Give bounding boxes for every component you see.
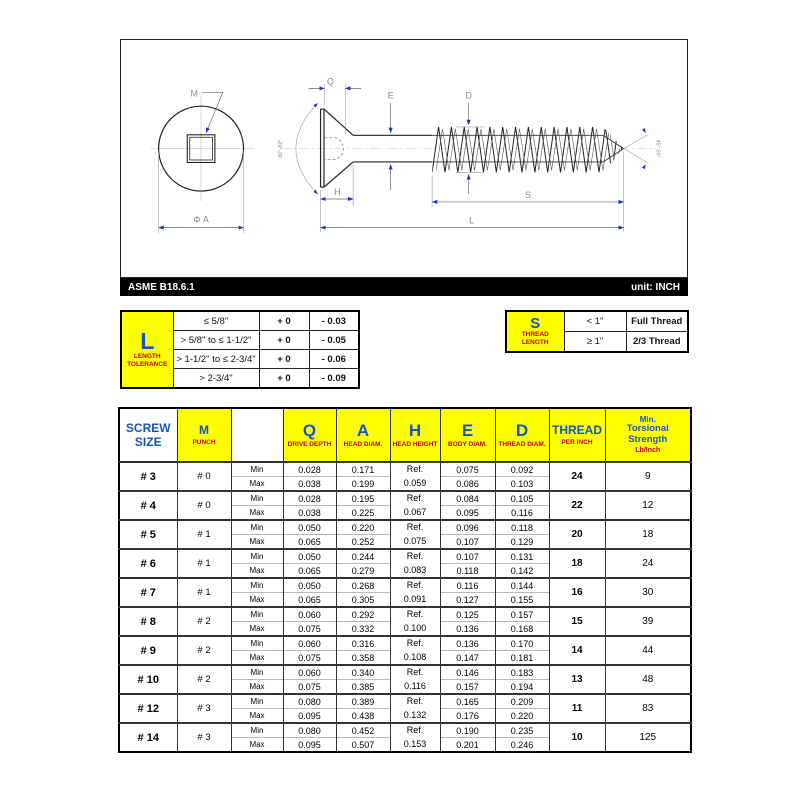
table-row bbox=[119, 578, 691, 593]
thread-zigzag bbox=[432, 127, 622, 172]
plus-tol-cell: + 0 bbox=[259, 331, 309, 350]
table-cell: 0.118 bbox=[495, 520, 549, 535]
table-cell: Max bbox=[231, 535, 283, 550]
table-cell: # 12 bbox=[119, 694, 177, 723]
spec-table bbox=[118, 407, 692, 753]
table-cell: 0.095 bbox=[440, 506, 495, 521]
table-cell: 0.201 bbox=[440, 738, 495, 753]
table-cell: 0.157 bbox=[495, 607, 549, 622]
header-q: Q DRIVE DEPTH bbox=[283, 408, 336, 462]
table-cell: 0.209 bbox=[495, 694, 549, 709]
table-cell: # 8 bbox=[119, 607, 177, 636]
table-cell: # 2 bbox=[177, 665, 231, 694]
table-cell: Max bbox=[231, 622, 283, 637]
table-cell: 0.220 bbox=[336, 520, 390, 535]
table-cell: Min bbox=[231, 549, 283, 564]
table-cell: Ref. 0.116 bbox=[390, 665, 440, 694]
minus-tol-cell: - 0.03 bbox=[309, 311, 359, 331]
s-symbol-cell bbox=[506, 311, 564, 352]
table-cell: 0.065 bbox=[283, 564, 336, 579]
table-cell: Min bbox=[231, 520, 283, 535]
head-angle-label: 80°-82° bbox=[278, 139, 285, 158]
header-thread-per-inch: THREAD PER INCH bbox=[549, 408, 605, 462]
table-cell: 0.075 bbox=[283, 680, 336, 695]
table-cell: 0.195 bbox=[336, 491, 390, 506]
standard-bar bbox=[120, 278, 688, 296]
minus-tol-cell: - 0.06 bbox=[309, 350, 359, 369]
dim-label-q: Q bbox=[326, 76, 334, 87]
table-row bbox=[119, 462, 691, 477]
table-cell: 0.060 bbox=[283, 665, 336, 680]
table-cell: 44 bbox=[605, 636, 691, 665]
table-cell: 16 bbox=[549, 578, 605, 607]
table-cell: 0.157 bbox=[440, 680, 495, 695]
table-cell: Min bbox=[231, 665, 283, 680]
table-row bbox=[119, 549, 691, 564]
table-cell: Ref. 0.083 bbox=[390, 549, 440, 578]
side-view bbox=[278, 76, 660, 231]
table-cell: 0.075 bbox=[283, 622, 336, 637]
table-cell: 20 bbox=[549, 520, 605, 549]
table-cell: Min bbox=[231, 491, 283, 506]
header-m-punch: M PUNCH bbox=[177, 408, 231, 462]
table-cell: 0.144 bbox=[495, 578, 549, 593]
table-cell: 24 bbox=[549, 462, 605, 491]
table-cell: 0.118 bbox=[440, 564, 495, 579]
table-cell: # 6 bbox=[119, 549, 177, 578]
table-cell: 0.194 bbox=[495, 680, 549, 695]
header-h: H HEAD HEIGHT bbox=[390, 408, 440, 462]
minus-tol-cell: - 0.09 bbox=[309, 369, 359, 389]
table-cell: 0.050 bbox=[283, 520, 336, 535]
table-cell: 0.190 bbox=[440, 723, 495, 738]
table-cell: 0.136 bbox=[440, 622, 495, 637]
table-cell: Min bbox=[231, 694, 283, 709]
table-cell: # 9 bbox=[119, 636, 177, 665]
range-cell: > 2-3/4" bbox=[173, 369, 259, 389]
table-cell: 0.060 bbox=[283, 636, 336, 651]
table-cell: 0.103 bbox=[495, 477, 549, 492]
dim-label-phi-a: Φ A bbox=[193, 214, 209, 225]
m-leader-line bbox=[202, 92, 223, 132]
table-cell: 0.028 bbox=[283, 491, 336, 506]
table-cell: 0.358 bbox=[336, 651, 390, 666]
table-cell: 0.452 bbox=[336, 723, 390, 738]
spec-table-body bbox=[119, 462, 691, 752]
dim-label-h: H bbox=[334, 187, 341, 198]
table-cell: 39 bbox=[605, 607, 691, 636]
table-cell: 0.038 bbox=[283, 506, 336, 521]
dim-label-s: S bbox=[524, 189, 531, 200]
table-cell: Max bbox=[231, 709, 283, 724]
table-cell: 0.438 bbox=[336, 709, 390, 724]
table-cell: Max bbox=[231, 506, 283, 521]
table-cell: 0.176 bbox=[440, 709, 495, 724]
table-cell: 0.125 bbox=[440, 607, 495, 622]
table-cell: 0.268 bbox=[336, 578, 390, 593]
value-cell: 2/3 Thread bbox=[626, 332, 688, 353]
table-cell: # 1 bbox=[177, 520, 231, 549]
table-cell: 22 bbox=[549, 491, 605, 520]
table-cell: 15 bbox=[549, 607, 605, 636]
l-symbol: L bbox=[140, 327, 155, 354]
table-cell: 0.507 bbox=[336, 738, 390, 753]
table-row bbox=[119, 694, 691, 709]
table-cell: Ref. 0.132 bbox=[390, 694, 440, 723]
table-cell: # 3 bbox=[119, 462, 177, 491]
table-cell: Min bbox=[231, 462, 283, 477]
table-cell: 0.080 bbox=[283, 694, 336, 709]
table-cell: Ref. 0.067 bbox=[390, 491, 440, 520]
table-cell: Max bbox=[231, 680, 283, 695]
spec-header-row bbox=[119, 408, 691, 462]
table-cell: 0.107 bbox=[440, 549, 495, 564]
table-cell: 0.131 bbox=[495, 549, 549, 564]
table-cell: 0.165 bbox=[440, 694, 495, 709]
table-cell: 18 bbox=[605, 520, 691, 549]
table-cell: 83 bbox=[605, 694, 691, 723]
table-cell: Ref. 0.100 bbox=[390, 607, 440, 636]
table-cell: # 2 bbox=[177, 636, 231, 665]
thread-length-table bbox=[505, 310, 689, 353]
head-profile bbox=[321, 109, 433, 187]
table-cell: 0.225 bbox=[336, 506, 390, 521]
table-cell: 0.065 bbox=[283, 535, 336, 550]
table-cell: Ref. 0.153 bbox=[390, 723, 440, 752]
table-cell: 0.084 bbox=[440, 491, 495, 506]
table-cell: 0.385 bbox=[336, 680, 390, 695]
l-caption: TOLERANCE bbox=[127, 361, 168, 368]
l-caption: LENGTH bbox=[133, 352, 161, 360]
table-cell: 0.305 bbox=[336, 593, 390, 608]
table-row bbox=[119, 636, 691, 651]
range-cell: ≥ 1" bbox=[564, 332, 626, 353]
table-cell: 0.316 bbox=[336, 636, 390, 651]
table-cell: Max bbox=[231, 651, 283, 666]
length-tolerance-table bbox=[120, 310, 360, 389]
table-cell: 0.075 bbox=[440, 462, 495, 477]
table-cell: 0.244 bbox=[336, 549, 390, 564]
table-cell: 0.028 bbox=[283, 462, 336, 477]
table-cell: # 0 bbox=[177, 491, 231, 520]
table-cell: 0.116 bbox=[440, 578, 495, 593]
table-cell: # 0 bbox=[177, 462, 231, 491]
l-symbol-cell bbox=[121, 311, 173, 388]
table-cell: # 4 bbox=[119, 491, 177, 520]
table-cell: 0.146 bbox=[440, 665, 495, 680]
range-cell: < 1" bbox=[564, 311, 626, 332]
table-cell: Max bbox=[231, 593, 283, 608]
table-cell: 0.292 bbox=[336, 607, 390, 622]
table-cell: 0.038 bbox=[283, 477, 336, 492]
table-cell: 0.075 bbox=[283, 651, 336, 666]
table-cell: 0.332 bbox=[336, 622, 390, 637]
header-e: E BODY DIAM. bbox=[440, 408, 495, 462]
table-row bbox=[119, 665, 691, 680]
table-cell: 0.340 bbox=[336, 665, 390, 680]
table-cell: 0.252 bbox=[336, 535, 390, 550]
table-cell: 125 bbox=[605, 723, 691, 752]
table-cell: 0.086 bbox=[440, 477, 495, 492]
table-cell: # 7 bbox=[119, 578, 177, 607]
table-cell: 0.279 bbox=[336, 564, 390, 579]
plus-tol-cell: + 0 bbox=[259, 311, 309, 331]
table-cell: 24 bbox=[605, 549, 691, 578]
header-screw-size: SCREW SIZE bbox=[119, 408, 177, 462]
table-row bbox=[506, 311, 688, 332]
table-cell: 9 bbox=[605, 462, 691, 491]
s-caption: LENGTH bbox=[521, 339, 549, 346]
technical-drawing-panel bbox=[120, 39, 688, 278]
table-cell: 0.171 bbox=[336, 462, 390, 477]
dim-label-l: L bbox=[469, 215, 475, 226]
table-cell: 11 bbox=[549, 694, 605, 723]
unit-label: unit: INCH bbox=[631, 281, 680, 293]
s-symbol: S bbox=[530, 314, 541, 332]
table-cell: Ref. 0.059 bbox=[390, 462, 440, 491]
table-cell: 0.050 bbox=[283, 578, 336, 593]
table-cell: 0.095 bbox=[283, 709, 336, 724]
table-cell: Max bbox=[231, 477, 283, 492]
header-minmax bbox=[231, 408, 283, 462]
spec-table-container bbox=[118, 407, 692, 753]
table-cell: 0.060 bbox=[283, 607, 336, 622]
dim-label-d: D bbox=[465, 90, 472, 101]
table-cell: 0.155 bbox=[495, 593, 549, 608]
table-cell: Max bbox=[231, 564, 283, 579]
table-cell: 0.199 bbox=[336, 477, 390, 492]
table-cell: Ref. 0.075 bbox=[390, 520, 440, 549]
range-cell: ≤ 5/8" bbox=[173, 311, 259, 331]
table-cell: 0.389 bbox=[336, 694, 390, 709]
front-view bbox=[151, 88, 254, 233]
table-cell: Min bbox=[231, 578, 283, 593]
table-cell: 12 bbox=[605, 491, 691, 520]
table-cell: 0.096 bbox=[440, 520, 495, 535]
table-cell: 0.147 bbox=[440, 651, 495, 666]
dim-label-e: E bbox=[387, 90, 394, 101]
table-cell: 0.129 bbox=[495, 535, 549, 550]
table-cell: # 2 bbox=[177, 607, 231, 636]
table-cell: 0.050 bbox=[283, 549, 336, 564]
standard-number: ASME B18.6.1 bbox=[128, 281, 195, 293]
table-cell: Ref. 0.108 bbox=[390, 636, 440, 665]
table-cell: Min bbox=[231, 723, 283, 738]
table-row bbox=[119, 520, 691, 535]
table-cell: # 1 bbox=[177, 578, 231, 607]
table-cell: 0.235 bbox=[495, 723, 549, 738]
value-cell: Full Thread bbox=[626, 311, 688, 332]
dim-label-m: M bbox=[190, 88, 198, 99]
table-cell: 0.095 bbox=[283, 738, 336, 753]
header-a: A HEAD DIAM. bbox=[336, 408, 390, 462]
header-torsional-strength: Min. Torsional Strength Lb/Inch bbox=[605, 408, 691, 462]
table-cell: 18 bbox=[549, 549, 605, 578]
table-cell: # 10 bbox=[119, 665, 177, 694]
table-cell: 0.105 bbox=[495, 491, 549, 506]
table-cell: 13 bbox=[549, 665, 605, 694]
plus-tol-cell: + 0 bbox=[259, 369, 309, 389]
s-caption: THREAD bbox=[521, 330, 549, 338]
table-cell: Min bbox=[231, 636, 283, 651]
table-cell: # 1 bbox=[177, 549, 231, 578]
table-cell: 0.246 bbox=[495, 738, 549, 753]
table-cell: 0.220 bbox=[495, 709, 549, 724]
table-row bbox=[119, 723, 691, 738]
range-cell: > 5/8" to ≤ 1-1/2" bbox=[173, 331, 259, 350]
table-cell: # 5 bbox=[119, 520, 177, 549]
table-cell: 0.170 bbox=[495, 636, 549, 651]
range-cell: > 1-1/2" to ≤ 2-3/4" bbox=[173, 350, 259, 369]
header-d: D THREAD DIAM. bbox=[495, 408, 549, 462]
point-angle-label: 45°-50° bbox=[654, 139, 661, 158]
table-row bbox=[121, 311, 359, 331]
table-cell: 0.107 bbox=[440, 535, 495, 550]
table-cell: Min bbox=[231, 607, 283, 622]
table-cell: Max bbox=[231, 738, 283, 753]
table-cell: 0.181 bbox=[495, 651, 549, 666]
table-cell: # 14 bbox=[119, 723, 177, 752]
table-cell: 0.065 bbox=[283, 593, 336, 608]
table-cell: 0.116 bbox=[495, 506, 549, 521]
table-cell: 30 bbox=[605, 578, 691, 607]
table-cell: 0.080 bbox=[283, 723, 336, 738]
plus-tol-cell: + 0 bbox=[259, 350, 309, 369]
screw-drawing-svg bbox=[121, 40, 686, 276]
table-cell: Ref. 0.091 bbox=[390, 578, 440, 607]
table-cell: 0.142 bbox=[495, 564, 549, 579]
table-cell: 14 bbox=[549, 636, 605, 665]
table-cell: # 3 bbox=[177, 723, 231, 752]
table-cell: 0.136 bbox=[440, 636, 495, 651]
table-row bbox=[119, 491, 691, 506]
table-row bbox=[119, 607, 691, 622]
table-cell: 48 bbox=[605, 665, 691, 694]
minus-tol-cell: - 0.05 bbox=[309, 331, 359, 350]
table-cell: # 3 bbox=[177, 694, 231, 723]
table-cell: 0.183 bbox=[495, 665, 549, 680]
table-cell: 0.168 bbox=[495, 622, 549, 637]
table-cell: 0.092 bbox=[495, 462, 549, 477]
table-cell: 0.127 bbox=[440, 593, 495, 608]
table-cell: 10 bbox=[549, 723, 605, 752]
